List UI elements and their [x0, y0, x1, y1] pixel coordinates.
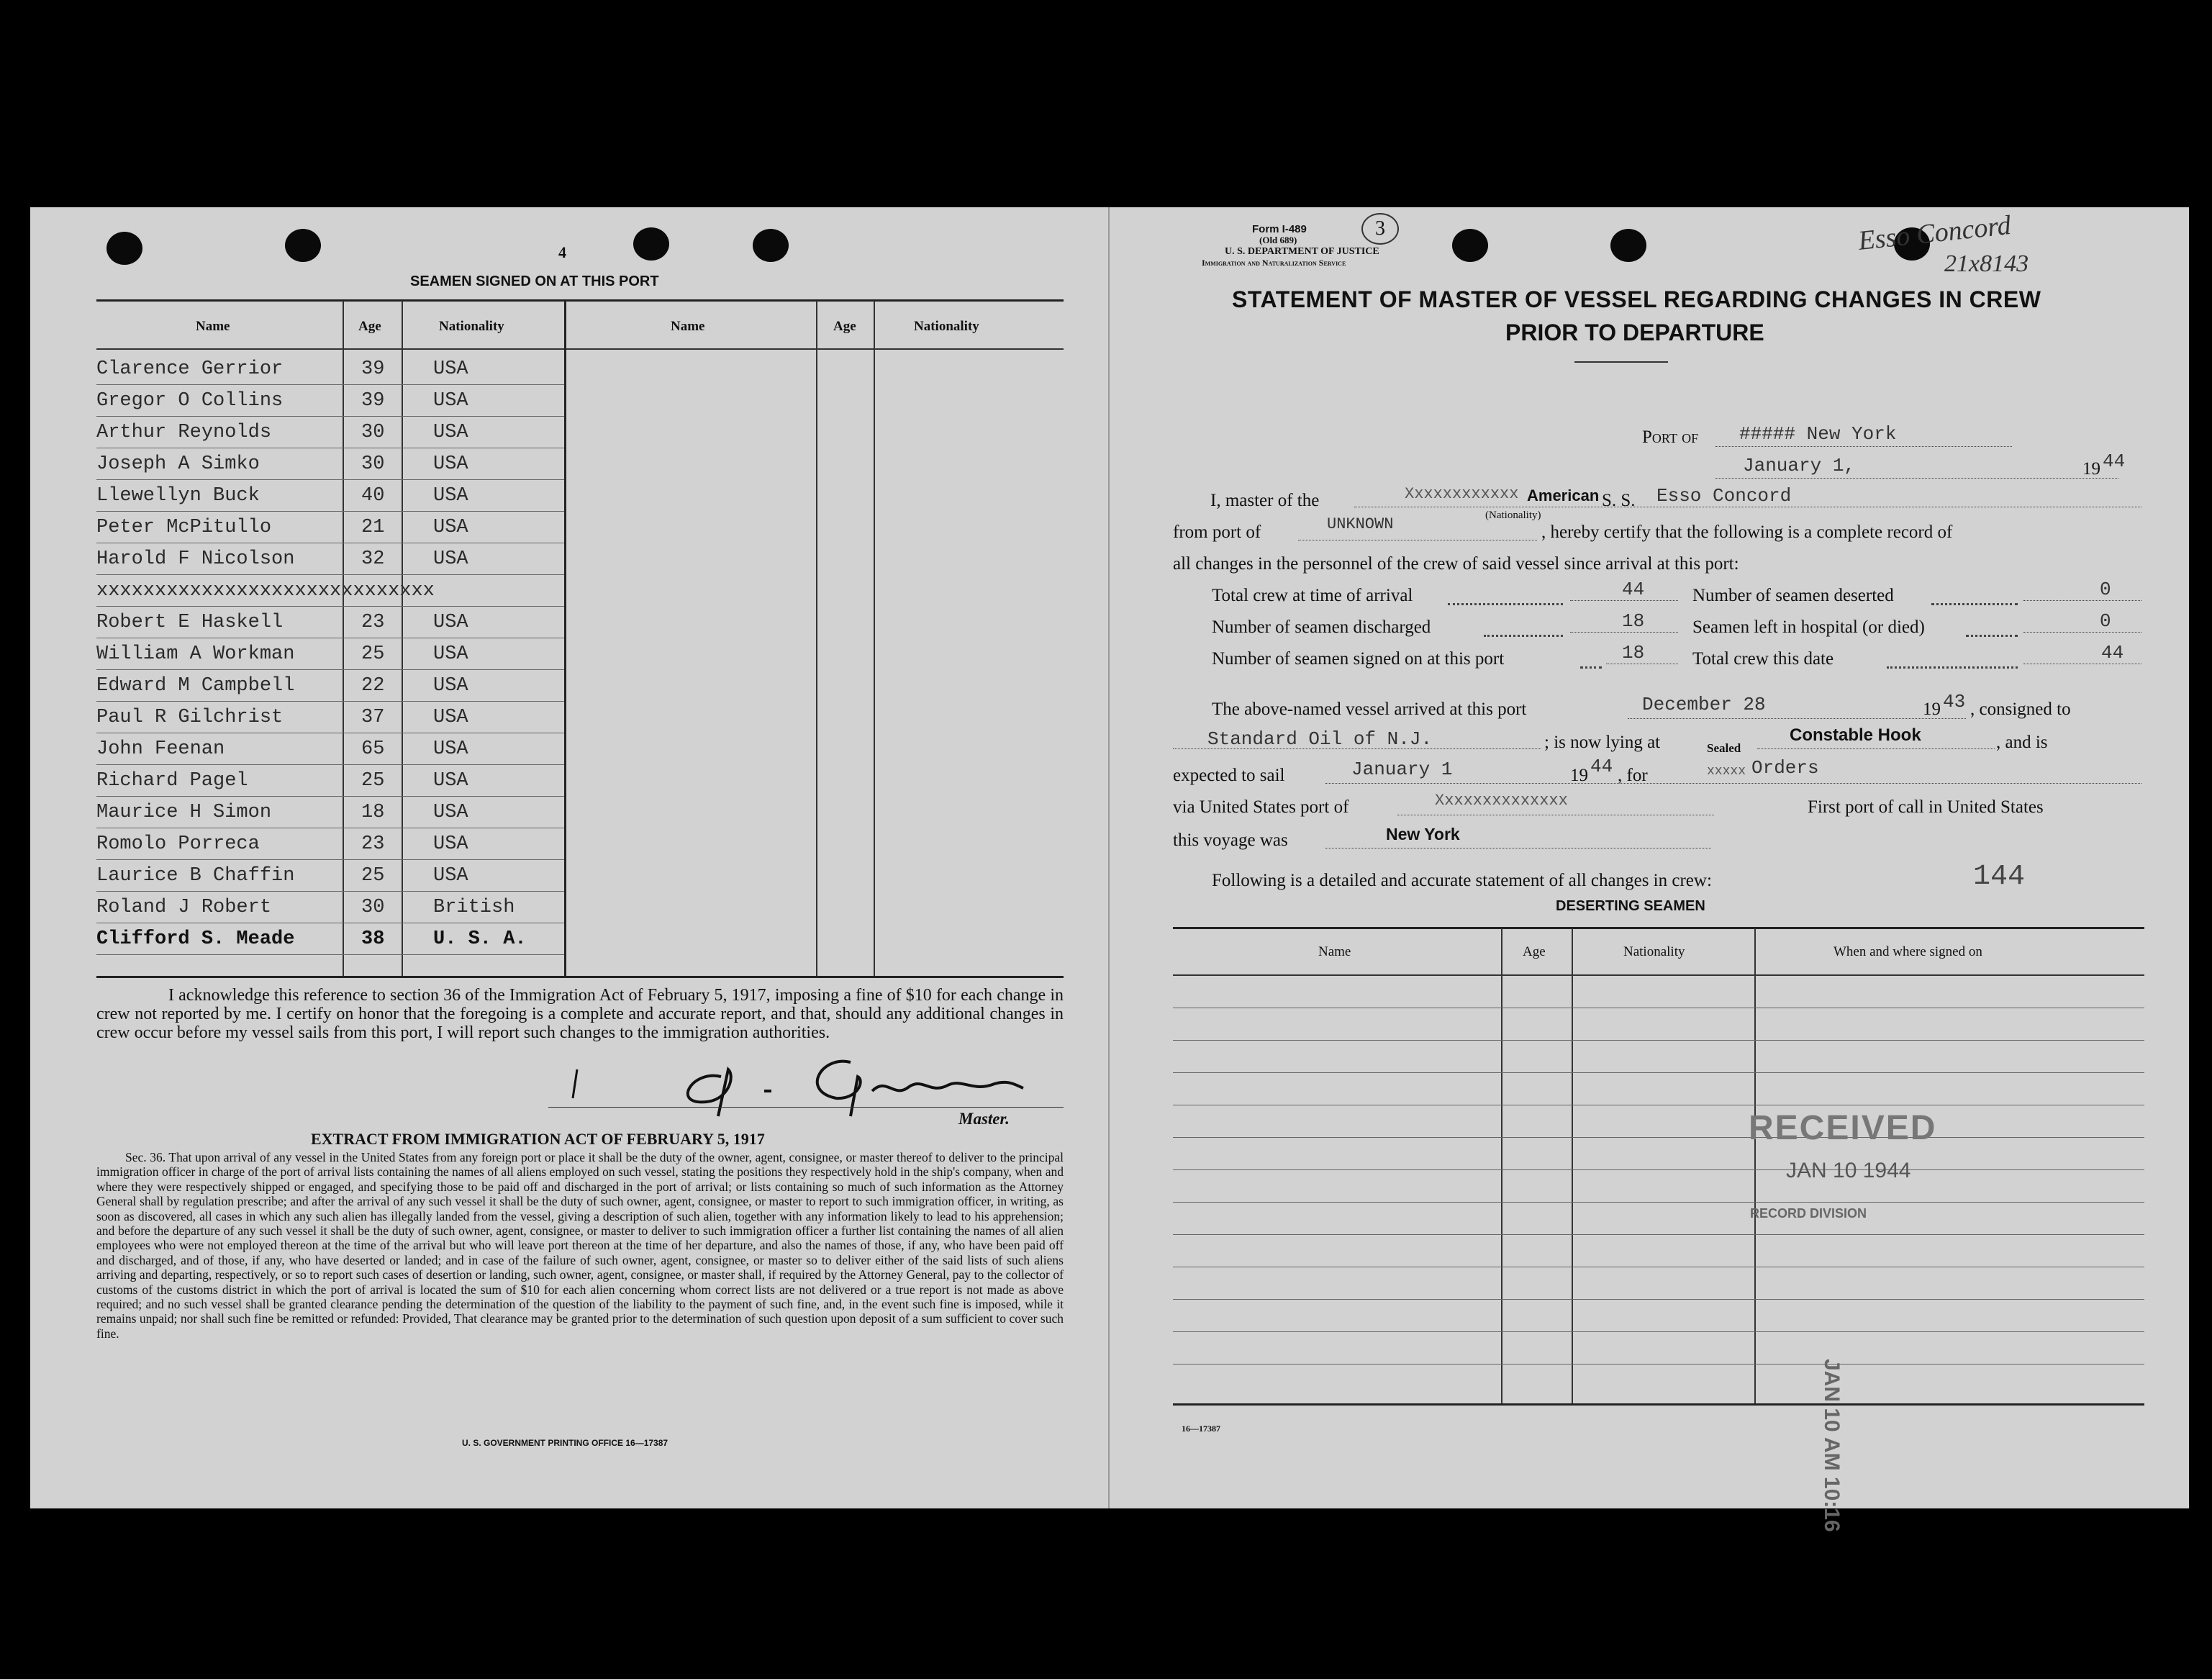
crew-name: Peter McPitullo — [96, 517, 272, 538]
discharged-label: Number of seamen discharged — [1212, 617, 1431, 637]
row-rule — [96, 954, 564, 955]
count-line — [2023, 632, 2141, 633]
crew-name: Llewellyn Buck — [96, 485, 260, 507]
crew-nationality: USA — [433, 422, 468, 443]
signed-on-label: Number of seamen signed on at this port — [1212, 649, 1505, 669]
crew-age: 38 — [361, 928, 385, 950]
row-rule — [96, 416, 564, 417]
leader-dots — [1580, 666, 1602, 669]
row-rule — [96, 384, 564, 385]
from-port-value: UNKNOWN — [1327, 515, 1394, 533]
deserted-label: Number of seamen deserted — [1692, 586, 1894, 605]
punch-hole — [633, 227, 669, 261]
form-title-line2: PRIOR TO DEPARTURE — [1505, 320, 1764, 345]
deserting-header-age: Age — [1523, 944, 1546, 959]
crew-nationality: USA — [433, 548, 468, 570]
total-crew-arrival-label: Total crew at time of arrival — [1212, 586, 1413, 605]
punch-hole — [753, 229, 789, 262]
form-number: Form I-489 — [1252, 223, 1307, 235]
crew-nationality: USA — [433, 675, 468, 697]
this-voyage-value: New York — [1386, 825, 1460, 843]
col-divider — [343, 301, 344, 976]
extract-title: EXTRACT FROM IMMIGRATION ACT OF FEBRUARY 5, 1917 — [311, 1130, 765, 1148]
col-divider — [1501, 928, 1502, 1403]
crew-name: John Feenan — [96, 738, 225, 760]
crew-age: 30 — [361, 453, 385, 475]
deserting-header-nationality: Nationality — [1623, 944, 1685, 959]
arrived-value: December 28 — [1642, 694, 1766, 715]
table-top-rule — [96, 299, 1064, 302]
table-bottom-rule — [96, 976, 1064, 978]
punch-hole — [1452, 229, 1488, 262]
col-divider — [874, 301, 875, 976]
handwritten-ship: Esso Concord — [1857, 209, 2013, 257]
title-rule — [1574, 361, 1668, 363]
for-label: , for — [1618, 766, 1648, 785]
crew-nationality: USA — [433, 865, 468, 887]
ss-label: S. S. — [1602, 491, 1636, 510]
master-of-label: I, master of the — [1210, 491, 1320, 510]
punch-hole — [106, 232, 142, 265]
crew-age: 30 — [361, 422, 385, 443]
crew-name: Arthur Reynolds — [96, 422, 272, 443]
crew-age: 25 — [361, 865, 385, 887]
crew-nationality: USA — [433, 390, 468, 412]
hospital-label: Seamen left in hospital (or died) — [1692, 617, 1925, 637]
deserting-row-rule — [1173, 1137, 2144, 1138]
crew-nationality: USA — [433, 517, 468, 538]
deserting-table-bottom — [1173, 1403, 2144, 1406]
col-header-name: Name — [671, 319, 705, 334]
crew-age: 22 — [361, 675, 385, 697]
signed-on-count: 18 — [1622, 642, 1645, 664]
date-year-prefix: 19 — [2082, 459, 2100, 479]
row-rule — [96, 764, 564, 765]
section-title: SEAMEN SIGNED ON AT THIS PORT — [410, 273, 659, 289]
hospital-count: 0 — [2100, 610, 2111, 632]
col-header-age: Age — [358, 319, 381, 334]
all-changes-text: all changes in the personnel of the crew of said vessel since arrival at this port: — [1173, 554, 1739, 574]
crew-name: Maurice H Simon — [96, 802, 272, 823]
crew-nationality: USA — [433, 802, 468, 823]
row-rule — [96, 701, 564, 702]
footer-code: 16—17387 — [1182, 1424, 1220, 1434]
expected-year-prefix: 19 — [1570, 766, 1588, 785]
nationality-value: American — [1527, 486, 1600, 504]
number-stamp: 144 — [1973, 861, 2026, 893]
left-page — [30, 207, 1110, 1508]
form-title-line1: STATEMENT OF MASTER OF VESSEL REGARDING CHANGES IN CREW — [1232, 286, 2041, 312]
crew-nationality: USA — [433, 612, 468, 633]
deserting-header-when-where: When and where signed on — [1833, 944, 1982, 959]
col-divider — [1572, 928, 1573, 1403]
for-value: Orders — [1751, 757, 1819, 779]
deserting-table-header-rule — [1173, 974, 2144, 976]
following-text: Following is a detailed and accurate statement of all changes in crew: — [1212, 871, 1712, 890]
leader-dots — [1931, 603, 2018, 605]
col-header-age: Age — [833, 319, 856, 334]
received-stamp-division: RECORD DIVISION — [1750, 1206, 1867, 1221]
crew-name: Roland J Robert — [96, 897, 272, 918]
row-rule — [96, 891, 564, 892]
master-signature — [548, 1048, 1066, 1120]
first-port-label: First port of call in United States — [1808, 797, 2044, 817]
crew-name: Gregor O Collins — [96, 390, 284, 412]
table-header-rule — [96, 348, 1064, 350]
crew-nationality: USA — [433, 833, 468, 855]
page-number: 4 — [558, 243, 566, 261]
deserting-title: DESERTING SEAMEN — [1556, 898, 1705, 914]
form-old: (Old 689) — [1259, 235, 1297, 245]
crew-name: Harold F Nicolson — [96, 548, 295, 570]
deserting-row-rule — [1173, 1169, 2144, 1170]
crew-age: 39 — [361, 390, 385, 412]
total-crew-date: 44 — [2101, 642, 2124, 664]
via-value: Xxxxxxxxxxxxxx — [1435, 792, 1568, 810]
port-of-value: ##### New York — [1739, 423, 1897, 445]
col-header-nationality: Nationality — [439, 319, 504, 334]
received-stamp-vertical: JAN 10 AM 10:16 — [1820, 1359, 1844, 1532]
crew-name: Joseph A Simko — [96, 453, 260, 475]
deserting-table-top — [1173, 927, 2144, 929]
row-rule — [96, 606, 564, 607]
service: Immigration and Naturalization Service — [1202, 258, 1346, 268]
col-divider — [564, 301, 566, 976]
punch-hole — [285, 229, 321, 262]
row-rule — [96, 479, 564, 480]
leader-dots — [1484, 635, 1563, 637]
col-divider — [402, 301, 403, 976]
crew-age: 21 — [361, 517, 385, 538]
deserting-row-rule — [1173, 1299, 2144, 1300]
crew-age: 23 — [361, 833, 385, 855]
leader-dots — [1966, 635, 2018, 637]
crew-name: Edward M Campbell — [96, 675, 295, 697]
this-voyage-label: this voyage was — [1173, 831, 1288, 850]
crew-age: 30 — [361, 897, 385, 918]
and-is-label: , and is — [1996, 733, 2048, 752]
handwritten-file-number: 21x8143 — [1944, 250, 2029, 277]
via-label: via United States port of — [1173, 797, 1349, 817]
deserting-row-rule — [1173, 1364, 2144, 1365]
arrived-year: 43 — [1943, 691, 1966, 712]
row-rule — [96, 574, 564, 575]
lying-at-line — [1757, 748, 1995, 749]
acknowledgement-text: I acknowledge this reference to section 36 of the Immigration Act of February 5, 1917, imposing a fine of $10 for each change in crew not reported by me. I certify on honor that the foregoing is a complete and accurate report, and that, should any additional changes in crew occur before my vessel sails from this port, I will report such changes to the immigration authorities. — [96, 986, 1064, 1042]
row-rule — [96, 669, 564, 670]
for-struck: xxxxx — [1707, 764, 1746, 779]
crew-nationality: U. S. A. — [433, 928, 527, 950]
arrived-year-prefix: 19 — [1923, 700, 1941, 719]
row-rule — [96, 859, 564, 860]
consignee: Standard Oil of N.J. — [1207, 728, 1433, 750]
crew-nationality: USA — [433, 453, 468, 475]
received-stamp: RECEIVED — [1749, 1109, 1937, 1147]
crew-name: Clarence Gerrior — [96, 358, 284, 380]
from-port-label: from port of — [1173, 522, 1261, 542]
circled-number: 3 — [1361, 213, 1399, 245]
date-year: 44 — [2103, 451, 2126, 472]
crew-nationality: USA — [433, 485, 468, 507]
crew-age: 25 — [361, 770, 385, 792]
arrived-line — [1628, 718, 1966, 719]
arrived-label: The above-named vessel arrived at this port — [1212, 700, 1527, 719]
date-line — [1715, 478, 2118, 479]
lying-at-value: Constable Hook — [1790, 725, 1921, 745]
crew-name: xxxxxxxxxxxxxxxxxxxxxxxxxxxxx — [96, 580, 435, 602]
deserting-row-rule — [1173, 1202, 2144, 1203]
col-header-name: Name — [196, 319, 230, 334]
deserting-row-rule — [1173, 1040, 2144, 1041]
certify-text: , hereby certify that the following is a complete record of — [1541, 522, 1953, 542]
crew-name: Laurice B Chaffin — [96, 865, 295, 887]
row-rule — [96, 796, 564, 797]
deserting-row-rule — [1173, 1072, 2144, 1073]
crew-age: 39 — [361, 358, 385, 380]
deserting-row-rule — [1173, 1234, 2144, 1235]
right-page — [1110, 207, 2189, 1532]
leader-dots — [1448, 603, 1563, 605]
printing-office: U. S. GOVERNMENT PRINTING OFFICE 16—17387 — [462, 1438, 668, 1448]
port-of-label: Port of — [1642, 427, 1699, 447]
crew-name: Robert E Haskell — [96, 612, 284, 633]
crew-name: Richard Pagel — [96, 770, 248, 792]
count-line — [1570, 632, 1678, 633]
crew-name: William A Workman — [96, 643, 295, 665]
expected-line — [1325, 783, 2141, 784]
expected-label: expected to sail — [1173, 766, 1285, 785]
expected-year: 44 — [1590, 756, 1613, 777]
deserting-header-name: Name — [1318, 944, 1351, 959]
crew-nationality: USA — [433, 770, 468, 792]
crew-name: Paul R Gilchrist — [96, 707, 284, 728]
deserting-row-rule — [1173, 1331, 2144, 1332]
total-crew-arrival: 44 — [1622, 579, 1645, 600]
signature-line — [548, 1107, 1064, 1108]
crew-age: 23 — [361, 612, 385, 633]
total-crew-date-label: Total crew this date — [1692, 649, 1834, 669]
row-rule — [96, 511, 564, 512]
count-line — [1570, 600, 1678, 601]
crew-name: Romolo Porreca — [96, 833, 260, 855]
expected-value: January 1 — [1351, 759, 1453, 780]
department: U. S. DEPARTMENT OF JUSTICE — [1225, 246, 1379, 257]
crew-age: 32 — [361, 548, 385, 570]
discharged-count: 18 — [1622, 610, 1645, 632]
count-line — [2023, 600, 2141, 601]
lying-at-label: ; is now lying at — [1544, 733, 1661, 752]
ship-name: Esso Concord — [1656, 485, 1792, 507]
deserted-count: 0 — [2100, 579, 2111, 600]
crew-nationality: USA — [433, 358, 468, 380]
nationality-struck: Xxxxxxxxxxxx — [1405, 485, 1519, 503]
crew-age: 25 — [361, 643, 385, 665]
punch-hole — [1610, 229, 1646, 262]
crew-age: 40 — [361, 485, 385, 507]
leader-dots — [1887, 666, 2018, 669]
crew-nationality: USA — [433, 738, 468, 760]
date-value: January 1, — [1743, 455, 1856, 476]
col-divider — [816, 301, 817, 976]
crew-age: 65 — [361, 738, 385, 760]
col-divider — [1754, 928, 1756, 1403]
crew-nationality: British — [433, 897, 515, 918]
crew-nationality: USA — [433, 643, 468, 665]
consignee-line — [1173, 748, 1541, 749]
master-label: Master. — [958, 1110, 1010, 1128]
crew-nationality: USA — [433, 707, 468, 728]
for-inserted: Sealed — [1707, 741, 1741, 755]
port-line — [1715, 446, 2012, 447]
crew-name: Clifford S. Meade — [96, 928, 295, 950]
crew-age: 37 — [361, 707, 385, 728]
received-stamp-date: JAN 10 1944 — [1786, 1159, 1911, 1182]
crew-age: 18 — [361, 802, 385, 823]
col-header-nationality: Nationality — [914, 319, 979, 334]
consigned-label: , consigned to — [1970, 700, 2071, 719]
nationality-label: (Nationality) — [1485, 510, 1541, 521]
extract-text: Sec. 36. That upon arrival of any vessel in the United States from any foreign port or place it shall be the duty of the owner, agent, consignee, or master thereof to deliver to the principal immigration officer in charge of the port of arrival lists containing the names of all aliens employed on such vessel, stating the positions they respectively hold in the ship's company, when and where they were respectively shipped or engaged, and specifying those to be paid off and discharged in the port of arrival; or lists containing so much of such information as the Attorney General shall by regulation prescribe; and after the arrival of any such vessel it shall be the duty of such owner, agent, consignee, or master to report to such immigration officer, in writing, as soon as discovered, all cases in which any such alien has illegally landed from the vessel, giving a description of such alien, together with any information likely to lead to his apprehension; and before the departure of any such vessel it shall be the duty of such owner, agent, consignee, or master to deliver to such immigration officer a further list containing the names of all alien employees who were not employed thereon at the time of the arrival but who will leave port thereon at the time of her departure, and also the names of those, if any, who have been paid off and discharged, and of those, if any, who have deserted or landed; and in case of the failure of such owner, agent, consignee, or master so to deliver either of the said lists of such aliens arriving and departing, respectively, or so to report such cases of desertion or landing, such owner, agent, consignee, or master shall, if required by the Attorney General, pay to the collector of customs of the customs district in which the port of arrival is located the sum of $10 for each alien concerning whom correct lists are not delivered or a true report is not made as above required; and no such vessel shall be granted clearance pending the determination of the question of the liability to the payment of such fine, and, in the event such fine is imposed, while it remains unpaid; nor shall such fine be remitted or refunded: Provided, That clearance may be granted prior to the determination of such question upon deposit of a sum sufficient to cover such fine. — [96, 1150, 1064, 1341]
